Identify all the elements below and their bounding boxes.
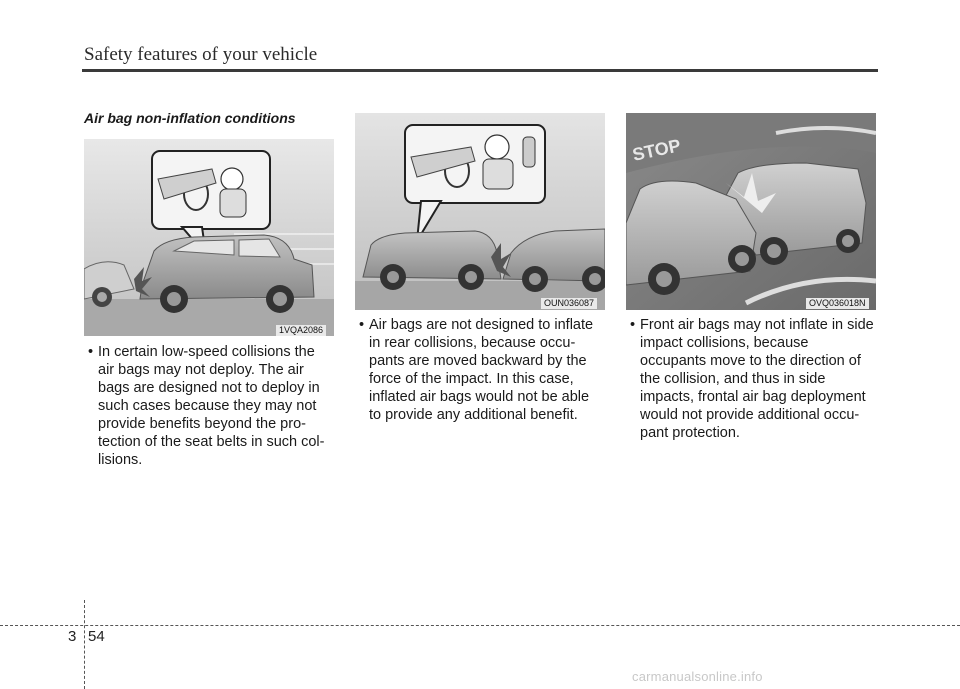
bullet-text: Front air bags may not inflate in side impact collisions, because occupants move to the direction of the collision, and thus in side impacts, frontal air bag deployment would not provide additional occu-pant protection. <box>640 317 874 441</box>
figure-code-label: OUN036087 <box>541 298 597 309</box>
bullet-text: In certain low-speed collisions the air bags may not deploy. The air bags are designed not to deploy in such cases because they may not provide benefits beyond the pro-tection of the seat belts in such col-lisions. <box>98 344 325 468</box>
header-rule <box>82 69 878 72</box>
footer-divider <box>84 600 85 689</box>
bullet-rear-collision <box>359 316 605 424</box>
bullet-text: Air bags are not designed to inflate in rear collisions, because occu-pants are moved backward by the force of the impact. In this case, inflated air bags would not be able to provide any additional benefit. <box>369 317 594 423</box>
low-speed-collision-illustration <box>84 139 334 336</box>
section-heading: Air bag non-inflation conditions <box>84 110 296 126</box>
bullet-marker: • <box>630 317 636 333</box>
figure-code-label: OVQ036018N <box>806 298 869 309</box>
bullet-side-impact <box>630 316 876 442</box>
chapter-number: 3 <box>68 628 77 645</box>
rear-collision-illustration <box>355 113 605 310</box>
page-number: 54 <box>88 628 105 645</box>
side-impact-illustration <box>626 113 876 310</box>
svg-text:STOP: STOP <box>630 135 683 165</box>
figure-code-label: 1VQA2086 <box>276 325 326 336</box>
bullet-marker: • <box>88 344 94 360</box>
page-header-title: Safety features of your vehicle <box>84 44 318 65</box>
bullet-low-speed <box>88 343 334 469</box>
bullet-marker: • <box>359 317 365 333</box>
footer-rule <box>0 625 960 626</box>
watermark-link[interactable]: carmanualsonline.info <box>632 669 763 684</box>
